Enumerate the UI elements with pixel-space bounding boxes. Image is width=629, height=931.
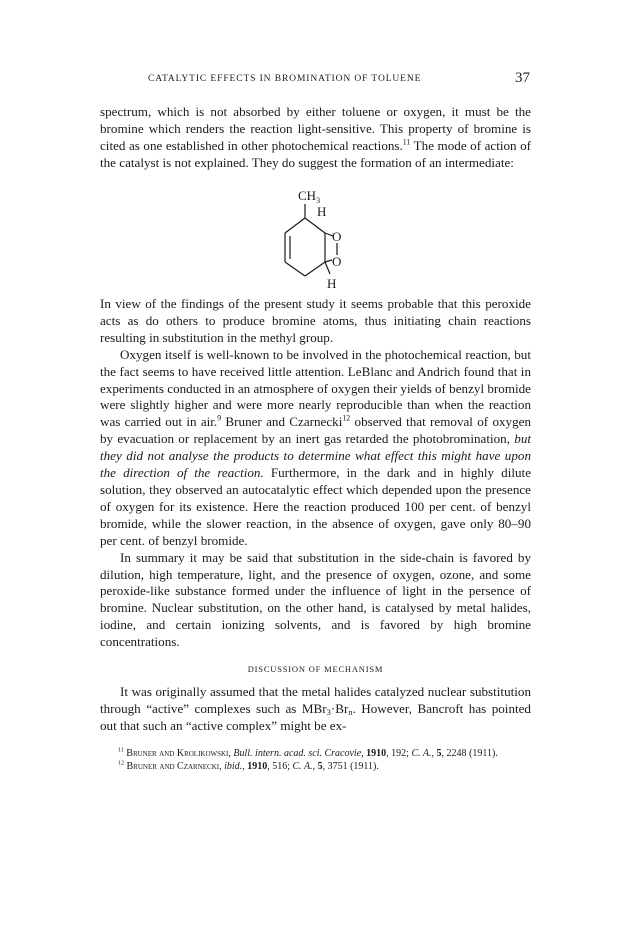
- main-text-block: [100, 296, 531, 651]
- section-heading: DISCUSSION OF MECHANISM: [247, 664, 384, 674]
- ring-bond-2: [305, 218, 325, 233]
- paragraph-3-text-a: Oxygen itself is well-known to be involved in the photochemical reaction, but the fact seems to have received little attention. LeBlanc and Andrich found that in experiments conducted in an atmosphere of oxygen their yields of benzyl bromide were slightly higher and were more nearly reproducible than when the reaction was carried out in air.: [100, 346, 531, 430]
- footnote-12-authors: Bruner and Czarnecki: [126, 761, 220, 772]
- footnote-ref-11: 11: [402, 137, 411, 147]
- discussion-text-block: [100, 684, 531, 735]
- c-o-bond-bottom: [325, 260, 332, 262]
- footnote-ref-9: 9: [217, 413, 222, 423]
- footnote-11-ca: C. A.: [411, 748, 432, 759]
- paragraph-3-text-b: Bruner and Czarnecki: [221, 414, 343, 430]
- paragraph-intro: [100, 104, 531, 172]
- footnote-12-page: , 516;: [267, 761, 293, 772]
- footnotes: [100, 747, 531, 773]
- page-number: 37: [515, 70, 530, 86]
- paragraph-5-text-a: It was originally assumed that the metal halides catalyzed nuclear substitution through “active” complexes such as MBr: [100, 684, 531, 716]
- paragraph-4: In summary it may be said that substitution in the side-chain is favored by dilution, high temperature, light, and the presence of oxygen, ozone, and some peroxide-like substance formed under the influence of light in the persence of bromine. Nuclear substitution, on the other hand, is catalysed by metal halides, iodine, and certain ionizing solvents, and is favored by high bromine concentrations.: [100, 549, 531, 650]
- footnote-12-comma-1: ,: [242, 761, 248, 772]
- footnote-12-year: 1910: [247, 761, 268, 772]
- paragraph-5: [100, 684, 531, 735]
- paragraph-3-text-d: Furthermore, in the dark and in highly dilute solution, they observed an autocatalytic effect which depended upon the presence of oxygen for its existence. Here the reaction produced 100 per cent. of benzyl bromide, while the slower reaction, in the absence of oxygen, gave only 80–90 per cent. of benzyl bromide.: [100, 465, 532, 548]
- paragraph-2: In view of the findings of the present study it seems probable that this peroxide acts as do others to produce bromine atoms, thus initiating chain reactions resulting in substitution in the methyl group.: [100, 296, 531, 345]
- footnote-11-volume: 5: [436, 748, 442, 759]
- footnote-11: $^{11}$ Bruner and Krolikowski, Bull. intern. acad. sci. Cracovie, 1910, 192; C. A., 5, 2248 (1911).: [118, 747, 498, 759]
- paragraph-1-text-a: spectrum, which is not absorbed by either toluene or oxygen, it must be the bromine which renders the reaction light-sensitive. This property of bromine is cited as one established in other photochemical reactions.: [100, 104, 531, 153]
- ring-bond-4: [285, 262, 305, 276]
- footnote-11-number: 11: [118, 747, 124, 754]
- paragraph-5-sub-a: 3: [326, 707, 331, 718]
- footnote-12-rest: , 3751 (1911).: [322, 761, 379, 772]
- footnote-11-journal: Bull. intern. acad. sci. Cracovie,: [233, 748, 364, 759]
- page-header: [100, 70, 530, 90]
- footnote-12-comma-2: ,: [312, 761, 318, 772]
- top-hydrogen-label: H: [317, 204, 327, 219]
- ring-bond-1: [285, 218, 305, 233]
- footnote-11-rest: , 2248 (1911).: [441, 748, 498, 759]
- footnote-12-number: 12: [118, 760, 124, 767]
- footnote-12: $^{12}$ Bruner and Czarnecki, ibid., 1910, 516; C. A., 5, 3751 (1911).: [118, 760, 379, 772]
- top-oxygen-label: O: [332, 229, 342, 244]
- paragraph-3-italic: but they did not analyse the products to determine what effect this might have upon the direction of the reaction.: [100, 431, 531, 481]
- peroxide-structure-figure: [270, 184, 360, 294]
- paragraph-3-text-c: observed that removal of oxygen by evacuation or replacement by an inert gas retarded the photobromination,: [100, 414, 531, 447]
- paragraph-3: [100, 347, 531, 550]
- paragraph-1-text-b: The mode of action of the catalyst is not explained. They do suggest the formation of an intermediate:: [100, 137, 531, 170]
- footnote-12-ca: C. A.: [292, 761, 313, 772]
- bottom-hydrogen-label: H: [327, 276, 337, 291]
- paragraph-1: [100, 104, 531, 172]
- ring-bond-5: [305, 262, 325, 276]
- paragraph-5-text-b: ·Br: [330, 700, 349, 716]
- footnote-11-year: 1910: [366, 748, 387, 759]
- paragraph-5-sub-b: n: [348, 707, 353, 718]
- bottom-oxygen-label: O: [332, 254, 342, 269]
- footnote-12-ibid: ibid.: [224, 761, 243, 772]
- footnote-11-comma: ,: [431, 748, 437, 759]
- footnote-11-authors: Bruner and Krolikowski: [126, 748, 229, 759]
- footnote-12-volume: 5: [317, 761, 323, 772]
- paragraph-5-text-c: . However, Bancroft has pointed out that such an “active complex” might be ex-: [100, 700, 531, 733]
- ch3-label: $CH_3$: [298, 188, 321, 205]
- footnote-11-page: , 192;: [386, 748, 412, 759]
- footnote-ref-12: 12: [342, 413, 351, 423]
- c-h-bond-bottom: [325, 262, 330, 274]
- toluene-peroxide-diagram: [270, 184, 360, 294]
- running-title: CATALYTIC EFFECTS IN BROMINATION OF TOLUENE: [148, 74, 422, 84]
